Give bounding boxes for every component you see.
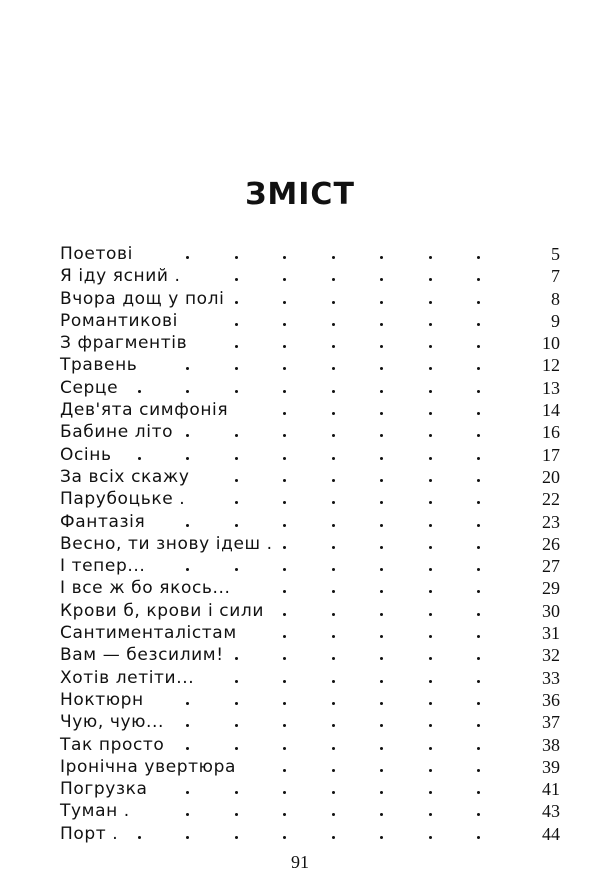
leader-dot [477,345,480,348]
leader-dot [332,412,335,415]
dot-leader [138,800,488,822]
toc-entry [60,711,560,733]
leader-dot [235,434,238,437]
dot-leader [138,310,488,332]
entry-page-number: 30 [542,600,560,621]
leader-dot [429,590,432,593]
leader-dot [477,367,480,370]
leader-dot [332,434,335,437]
leader-dot [429,769,432,772]
leader-dot [429,680,432,683]
leader-dot [186,524,189,527]
entry-title: Крови б, крови і сили [60,600,264,621]
entry-title: Я іду ясний . [60,266,181,287]
leader-dot [429,524,432,527]
leader-dot [332,256,335,259]
leader-dot [477,434,480,437]
leader-dot [477,769,480,772]
leader-dot [332,747,335,750]
leader-dot [235,323,238,326]
leader-dot [235,813,238,816]
leader-dot [380,791,383,794]
entry-title: Погрузка [60,779,148,800]
entry-title: Так просто [60,734,165,755]
entry-page-number: 9 [551,310,560,331]
leader-dot [380,345,383,348]
leader-dot [332,590,335,593]
leader-dot [429,613,432,616]
leader-dot [380,747,383,750]
entry-page-number: 26 [542,533,560,554]
leader-dot [380,546,383,549]
dot-leader [138,823,488,845]
leader-dot [235,702,238,705]
leader-dot [380,301,383,304]
leader-dot [429,412,432,415]
leader-dot [429,457,432,460]
toc-entry [60,466,560,488]
dot-leader [138,332,488,354]
leader-dot [186,390,189,393]
dot-leader [138,711,488,733]
leader-dot [429,724,432,727]
leader-dot [429,836,432,839]
leader-dot [477,323,480,326]
leader-dot [477,546,480,549]
toc-entry [60,265,560,287]
leader-dot [283,434,286,437]
leader-dot [186,702,189,705]
leader-dot [477,479,480,482]
entry-title: Фантазія [60,511,146,532]
leader-dot [283,301,286,304]
leader-dot [332,345,335,348]
leader-dot [138,457,141,460]
entry-title: Весно, ти знову ідеш . [60,533,273,554]
dot-leader [138,511,488,533]
leader-dot [380,457,383,460]
leader-dot [332,390,335,393]
leader-dot [332,479,335,482]
leader-dot [477,791,480,794]
leader-dot [380,434,383,437]
leader-dot [235,479,238,482]
leader-dot [477,813,480,816]
leader-dot [332,524,335,527]
leader-dot [332,457,335,460]
entry-title: Чую, чую... [60,712,165,733]
leader-dot [235,524,238,527]
entry-title: Порт . [60,823,119,844]
toc-entry [60,778,560,800]
toc-entry [60,800,560,822]
leader-dot [380,702,383,705]
toc-entry [60,555,560,577]
entry-page-number: 32 [542,645,560,666]
toc-entry [60,622,560,644]
entry-page-number: 41 [542,779,560,800]
toc-entry [60,377,560,399]
leader-dot [429,479,432,482]
leader-dot [380,635,383,638]
leader-dot [477,724,480,727]
leader-dot [380,680,383,683]
leader-dot [429,345,432,348]
dot-leader [138,689,488,711]
entry-title: Ноктюрн [60,689,144,710]
leader-dot [186,457,189,460]
leader-dot [283,479,286,482]
leader-dot [186,256,189,259]
leader-dot [235,568,238,571]
leader-dot [283,613,286,616]
entry-title: Сантименталістам [60,623,237,644]
leader-dot [283,747,286,750]
leader-dot [429,747,432,750]
leader-dot [283,724,286,727]
leader-dot [429,791,432,794]
leader-dot [283,412,286,415]
leader-dot [283,501,286,504]
leader-dot [235,501,238,504]
leader-dot [477,680,480,683]
leader-dot [477,702,480,705]
toc-entry [60,600,560,622]
leader-dot [186,434,189,437]
leader-dot [186,791,189,794]
table-of-contents [60,243,560,845]
leader-dot [283,524,286,527]
leader-dot [186,724,189,727]
dot-leader [138,421,488,443]
dot-leader [138,734,488,756]
toc-entry [60,399,560,421]
leader-dot [332,680,335,683]
entry-page-number: 14 [542,400,560,421]
entry-page-number: 44 [542,823,560,844]
leader-dot [380,524,383,527]
dot-leader [138,265,488,287]
entry-title: Поетові [60,244,133,264]
entry-page-number: 10 [542,333,560,354]
leader-dot [283,278,286,281]
entry-title: Романтикові [60,310,178,331]
leader-dot [429,390,432,393]
leader-dot [429,501,432,504]
leader-dot [477,657,480,660]
leader-dot [429,702,432,705]
entry-title: Хотів летіти... [60,667,195,688]
entry-title: За всіх скажу [60,466,190,487]
leader-dot [380,256,383,259]
leader-dot [380,813,383,816]
leader-dot [429,278,432,281]
leader-dot [283,791,286,794]
leader-dot [283,836,286,839]
entry-page-number: 16 [542,422,560,443]
leader-dot [332,501,335,504]
entry-page-number: 27 [542,556,560,577]
leader-dot [380,323,383,326]
toc-entry [60,310,560,332]
dot-leader [138,444,488,466]
leader-dot [235,724,238,727]
leader-dot [429,657,432,660]
entry-title: Вам — безсилим! [60,645,224,666]
leader-dot [235,345,238,348]
leader-dot [380,836,383,839]
leader-dot [429,813,432,816]
leader-dot [477,301,480,304]
leader-dot [235,367,238,370]
entry-title: Серце [60,377,119,398]
leader-dot [477,590,480,593]
entry-page-number: 33 [542,667,560,688]
entry-title: І все ж бо якось... [60,578,231,599]
leader-dot [429,301,432,304]
leader-dot [186,367,189,370]
leader-dot [477,747,480,750]
leader-dot [332,724,335,727]
leader-dot [477,613,480,616]
leader-dot [380,479,383,482]
leader-dot [429,546,432,549]
leader-dot [283,546,286,549]
leader-dot [332,568,335,571]
leader-dot [380,613,383,616]
entry-page-number: 22 [542,489,560,510]
leader-dot [477,256,480,259]
dot-leader [138,488,488,510]
leader-dot [332,836,335,839]
entry-title: Осінь [60,444,112,465]
leader-dot [332,613,335,616]
toc-entry [60,533,560,555]
entry-title: Травень [60,355,138,376]
toc-entry [60,243,560,265]
leader-dot [332,791,335,794]
entry-page-number: 39 [542,756,560,777]
leader-dot [332,702,335,705]
leader-dot [429,568,432,571]
leader-dot [283,590,286,593]
leader-dot [380,724,383,727]
entry-title: Вчора дощ у полі [60,288,225,309]
entry-page-number: 12 [542,355,560,376]
leader-dot [429,256,432,259]
entry-title: І тепер... [60,556,146,577]
entry-page-number: 23 [542,511,560,532]
toc-entry [60,288,560,310]
leader-dot [380,769,383,772]
leader-dot [283,457,286,460]
entry-page-number: 5 [551,244,560,264]
leader-dot [283,367,286,370]
dot-leader [138,555,488,577]
leader-dot [235,657,238,660]
leader-dot [283,390,286,393]
leader-dot [235,747,238,750]
entry-page-number: 13 [542,377,560,398]
leader-dot [332,367,335,370]
leader-dot [235,278,238,281]
toc-entry [60,421,560,443]
page-number: 91 [291,852,309,872]
entry-page-number: 20 [542,466,560,487]
toc-entry [60,354,560,376]
leader-dot [477,635,480,638]
toc-entry [60,444,560,466]
toc-entry [60,667,560,689]
toc-entry [60,577,560,599]
leader-dot [138,836,141,839]
leader-dot [380,278,383,281]
entry-title: Іронічна увертюра [60,756,236,777]
leader-dot [477,390,480,393]
leader-dot [235,836,238,839]
leader-dot [380,590,383,593]
leader-dot [380,367,383,370]
leader-dot [235,457,238,460]
leader-dot [429,434,432,437]
leader-dot [138,390,141,393]
leader-dot [332,301,335,304]
leader-dot [283,345,286,348]
leader-dot [283,635,286,638]
leader-dot [235,791,238,794]
entry-title: З фрагментів [60,333,188,354]
entry-page-number: 17 [542,444,560,465]
dot-leader [138,778,488,800]
entry-title: Дев'ята симфонія [60,400,229,421]
leader-dot [235,301,238,304]
dot-leader [138,243,488,265]
leader-dot [332,657,335,660]
leader-dot [283,702,286,705]
leader-dot [186,813,189,816]
dot-leader [138,466,488,488]
leader-dot [380,657,383,660]
leader-dot [429,323,432,326]
leader-dot [235,256,238,259]
entry-page-number: 36 [542,689,560,710]
leader-dot [429,635,432,638]
leader-dot [186,747,189,750]
leader-dot [380,501,383,504]
toc-entry [60,823,560,845]
leader-dot [332,813,335,816]
leader-dot [235,390,238,393]
leader-dot [235,680,238,683]
page-title: ЗМІСТ [245,177,355,212]
toc-entry [60,332,560,354]
leader-dot [283,256,286,259]
leader-dot [283,568,286,571]
leader-dot [283,813,286,816]
entry-page-number: 43 [542,801,560,822]
entry-page-number: 31 [542,623,560,644]
leader-dot [332,635,335,638]
leader-dot [332,323,335,326]
leader-dot [477,501,480,504]
entry-page-number: 8 [551,288,560,309]
toc-entry [60,488,560,510]
leader-dot [380,568,383,571]
toc-entry [60,511,560,533]
leader-dot [477,568,480,571]
leader-dot [283,680,286,683]
entry-title: Парубоцьке . [60,489,186,510]
leader-dot [477,457,480,460]
leader-dot [283,323,286,326]
toc-entry [60,689,560,711]
entry-title: Бабине літо [60,422,174,443]
leader-dot [283,657,286,660]
leader-dot [380,412,383,415]
leader-dot [477,524,480,527]
entry-page-number: 7 [551,266,560,287]
leader-dot [332,546,335,549]
entry-page-number: 29 [542,578,560,599]
toc-entry [60,734,560,756]
entry-page-number: 37 [542,712,560,733]
leader-dot [477,278,480,281]
leader-dot [332,278,335,281]
toc-entry [60,756,560,778]
leader-dot [332,769,335,772]
entry-title: Туман . [60,801,130,822]
leader-dot [186,836,189,839]
toc-entry [60,644,560,666]
dot-leader [138,377,488,399]
leader-dot [186,568,189,571]
leader-dot [283,769,286,772]
entry-page-number: 38 [542,734,560,755]
leader-dot [477,836,480,839]
dot-leader [138,354,488,376]
leader-dot [380,390,383,393]
leader-dot [429,367,432,370]
leader-dot [477,412,480,415]
